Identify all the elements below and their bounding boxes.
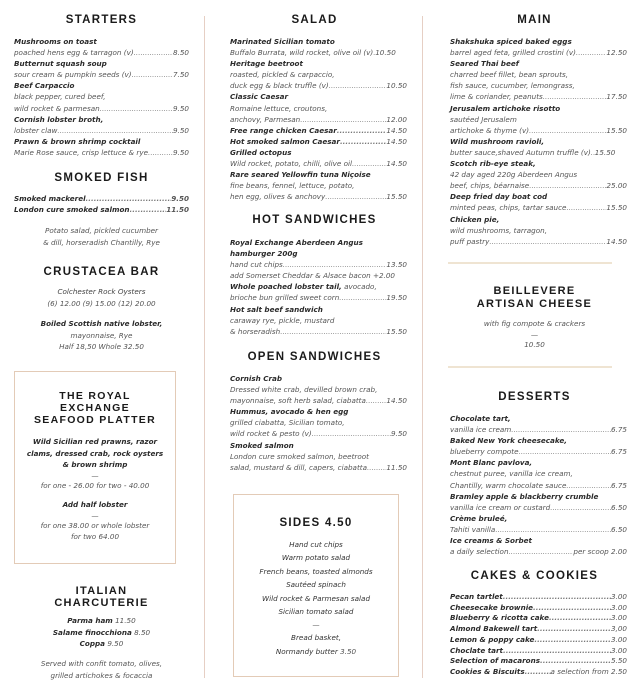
section-title-smoked-fish: SMOKED FISH	[54, 172, 149, 184]
menu-item-name: Shakshuka spiced baked eggs	[450, 37, 572, 46]
sides-list: Hand cut chips Warm potato salad French beans, toasted almonds Sautéed spinach Wild rocket & Parmesan salad Sicilian tomato salad — Bread basket, Normandy butter 3.50	[259, 540, 373, 656]
menu-item-row: brioche bun grilled sweet corn ..... 19.50	[230, 292, 407, 303]
menu-item-name: Grilled octopus	[230, 147, 292, 157]
menu-item-row: & horseradish ..... 15.50	[230, 326, 407, 337]
menu-item-name: Butternut squash soup	[14, 59, 107, 69]
menu-item-row: salad, mustard & dill, capers, ciabatta ..... 11.50	[230, 462, 407, 473]
menu-item-name: Baked New York cheesecake,	[450, 436, 567, 446]
menu-item-desc: black pepper, cured beef,	[14, 92, 106, 102]
menu-item-desc: fine beans, fennel, lettuce, potato,	[230, 181, 355, 191]
column-divider	[204, 16, 205, 678]
main-list	[450, 36, 627, 247]
menu-item-row: duck egg & black truffle (v) ..... 10.50	[230, 80, 407, 91]
menu-item-row: Buffalo Burrata, wild rocket, olive oil (v) ..... 10.50	[230, 47, 407, 58]
section-title-desserts: DESSERTS	[498, 391, 571, 403]
menu-item-row: barrel aged feta, grilled crostini (v) ..... 12.50	[450, 47, 627, 58]
menu-item-name: Beef Carpaccio	[14, 81, 75, 91]
menu-item-name: Wild mushroom ravioli,	[450, 136, 545, 146]
section-title-main: MAIN	[517, 14, 552, 26]
section-title-sides: SIDES 4.50	[279, 517, 353, 529]
menu-item-name: Mushrooms on toast	[14, 37, 97, 46]
menu-item-name: Chocolate tart,	[450, 414, 511, 423]
menu-item-row: Selection of macarons ..... 5.50	[450, 656, 627, 667]
desserts-list	[450, 413, 627, 557]
menu-item-row: sour cream & pumpkin seeds (v) ..... 7.50	[14, 69, 189, 80]
charcuterie-note: Served with confit tomato, olives, grilled artichokes & focaccia	[40, 659, 163, 680]
menu-item-name: Smoked salmon	[230, 440, 294, 450]
menu-item-desc: Dressed white crab, devilled brown crab,	[230, 385, 378, 395]
cheese-bottom-rule	[448, 366, 612, 368]
menu-item-name: Rare seared Yellowfin tuna Niçoise	[230, 170, 371, 180]
menu-item-name: hamburger 200g	[230, 249, 298, 259]
section-title-cheese: BEILLEVERE ARTISAN CHEESE	[476, 285, 593, 310]
menu-item-row: wild rocket & parmesan ..... 9.50	[14, 103, 189, 114]
menu-item-row: artichoke & thyme (v) ..... 15.50	[450, 125, 627, 136]
menu-item-row: hen egg, olives & anchovy ..... 15.50	[230, 191, 407, 202]
menu-item-row: Choclate tart ..... 3.00	[450, 646, 627, 657]
menu-item-name: Whole poached lobster tail, avocado,	[230, 282, 377, 292]
section-title-cakes: CAKES & COOKIES	[470, 570, 599, 582]
section-title-open-sandwiches: OPEN SANDWICHES	[247, 351, 382, 363]
menu-item-row: Wild rocket, potato, chilli, olive oil ..... 14.50	[230, 158, 407, 169]
menu-item-row: Cookies & Biscuits ..... a selection from 2.50	[450, 667, 627, 678]
menu-item-row: beef, chips, béarnaise ..... 25.00	[450, 180, 627, 191]
menu-item-row: Cheesecake brownie ..... 3.00	[450, 603, 627, 614]
charcuterie-list: Parma ham 11.50 Salame finocchiona 8.50 Coppa 9.50	[52, 616, 151, 648]
crustacea-oysters: Colchester Rock Oysters (6) 12.00 (9) 15.00 (12) 20.00	[47, 287, 156, 308]
smoked-fish-note: Potato salad, pickled cucumber & dill, horseradish Chantilly, Rye	[43, 226, 160, 247]
menu-item-name: Marinated Sicilian tomato	[230, 37, 335, 46]
menu-item-row: London cure smoked salmon ..... 11.50	[14, 204, 189, 215]
menu-item-row: Smoked mackerel ..... 9.50	[14, 193, 189, 204]
menu-item-name: Scotch rib-eye steak,	[450, 159, 536, 169]
menu-item-name: Heritage beetroot	[230, 59, 303, 69]
hot-sandwiches-list	[230, 237, 407, 337]
menu-item-row: minted peas, chips, tartar sauce ..... 15.50	[450, 202, 627, 213]
menu-column-middle	[206, 0, 423, 690]
open-sandwiches-list	[230, 373, 407, 473]
salad-list	[230, 36, 407, 202]
menu-item-row: blueberry compote ..... 6.75	[450, 446, 627, 457]
menu-item-name: Chicken pie,	[450, 214, 500, 224]
menu-item-name: Cornish lobster broth,	[14, 114, 104, 124]
section-title-charcuterie: ITALIAN CHARCUTERIE	[54, 585, 149, 609]
menu-item-desc: 42 day aged 220g Aberdeen Angus	[450, 170, 578, 180]
section-title-starters: STARTERS	[65, 14, 138, 26]
menu-item-name: Bramley apple & blackberry crumble	[450, 491, 599, 501]
menu-item-row: lime & coriander, peanuts ..... 17.50	[450, 91, 627, 102]
menu-item-row: lobster claw ..... 9.50	[14, 125, 189, 136]
starters-list	[14, 36, 189, 158]
menu-item-desc: roasted, pickled & carpaccio,	[230, 70, 335, 80]
menu-item-row: anchovy, Parmesan ..... 12.00	[230, 114, 407, 125]
menu-item-name: Ice creams & Sorbet	[450, 536, 532, 546]
section-title-hot-sandwiches: HOT SANDWICHES	[252, 214, 377, 226]
menu-item-name: Hummus, avocado & hen egg	[230, 407, 349, 417]
seafood-platter-details: Wild Sicilian red prawns, razor clams, dressed crab, rock oysters & brown shrimp — for one - 26.00 for two - 40.00 Add half lobster — for one 38.00 or whole lobster for two 64.00	[26, 437, 164, 541]
menu-item-row: a daily selection ..... per scoop 2.00	[450, 546, 627, 557]
menu-item-row: vanilla ice cream or custard ..... 6.50	[450, 502, 627, 513]
menu-item-name: Seared Thai beef	[450, 59, 519, 69]
menu-item-name: Crème bruleé,	[450, 513, 508, 523]
menu-item-desc: grilled ciabatta, Sicilian tomato,	[230, 418, 345, 428]
menu-item-row: wild rocket & pesto (v) ..... 9.50	[230, 428, 407, 439]
menu-item-name: Hot salt beef sandwich	[230, 304, 323, 314]
seafood-platter-title: THE ROYAL EXCHANGE SEAFOOD PLATTER	[34, 390, 156, 426]
menu-column-left	[0, 0, 203, 690]
menu-item-desc: caraway rye, pickle, mustard	[230, 315, 335, 325]
menu-item-row: Almond Bakewell tart ..... 3,00	[450, 624, 627, 635]
menu-column-right	[426, 0, 643, 690]
menu-item-row: poached hens egg & tarragon (v) ..... 8.50	[14, 47, 189, 58]
menu-item-row: Marie Rose sauce, crisp lettuce & rye ..... 9.50	[14, 147, 189, 158]
cakes-list	[450, 592, 627, 678]
menu-item-name: Royal Exchange Aberdeen Angus	[230, 238, 363, 247]
menu-item-row: vanilla ice cream ..... 6.75	[450, 424, 627, 435]
section-title-crustacea-bar: CRUSTACEA BAR	[43, 266, 160, 278]
menu-item-name: Mont Blanc pavlova,	[450, 458, 533, 468]
menu-item-row: Lemon & poppy cake ..... 3.00	[450, 635, 627, 646]
menu-item-desc: chestnut puree, vanilla ice cream,	[450, 469, 573, 479]
menu-item-row: puff pastry ..... 14.50	[450, 236, 627, 247]
seafood-platter-box	[14, 371, 176, 564]
menu-item-extra: add Somerset Cheddar & Alsace bacon +2.00	[230, 271, 395, 281]
menu-item-desc: Romaine lettuce, croutons,	[230, 103, 328, 113]
menu-item-row: butter sauce,shaved Autumn truffle (v) ..... 15.50	[450, 147, 627, 158]
menu-item-name: Classic Caesar	[230, 92, 289, 102]
menu-item-desc: sautéed Jerusalem	[450, 114, 517, 124]
menu-item-row: Chantilly, warm chocolate sauce ..... 6.75	[450, 480, 627, 491]
smoked-fish-list	[14, 193, 189, 215]
section-title-salad: SALAD	[291, 14, 338, 26]
cheese-details: with fig compote & crackers — 10.50	[483, 319, 586, 349]
menu-item-row: mayonnaise, soft herb salad, ciabatta ..... 14.50	[230, 395, 407, 406]
menu-item-row: Free range chicken Caesar ..... 14.50	[230, 125, 407, 136]
menu-item-row: Blueberry & ricotta cake ..... 3.00	[450, 613, 627, 624]
sides-box	[233, 494, 399, 677]
menu-item-row: Pecan tartlet ..... 3.00	[450, 592, 627, 603]
menu-item-desc: fish sauce, cucumber, lemongrass,	[450, 81, 575, 91]
cheese-top-rule	[448, 262, 612, 264]
menu-item-name: Prawn & brown shrimp cocktail	[14, 136, 141, 146]
crustacea-lobster: Boiled Scottish native lobster, mayonnaise, Rye Half 18,50 Whole 32.50	[40, 319, 163, 351]
menu-item-row: hand cut chips ..... 13.50	[230, 259, 407, 270]
menu-item-row: Tahiti vanilla ..... 6.50	[450, 524, 627, 535]
menu-item-desc: charred beef fillet, bean sprouts,	[450, 70, 569, 80]
menu-item-row: Hot smoked salmon Caesar ..... 14.50	[230, 136, 407, 147]
menu-item-desc: wild mushrooms, tarragon,	[450, 225, 547, 235]
menu-item-name: Jerusalem artichoke risotto	[450, 103, 561, 113]
menu-item-desc: London cure smoked salmon, beetroot	[230, 451, 369, 461]
menu-item-name: Deep fried day boat cod	[450, 192, 548, 202]
menu-item-name: Cornish Crab	[230, 374, 283, 383]
